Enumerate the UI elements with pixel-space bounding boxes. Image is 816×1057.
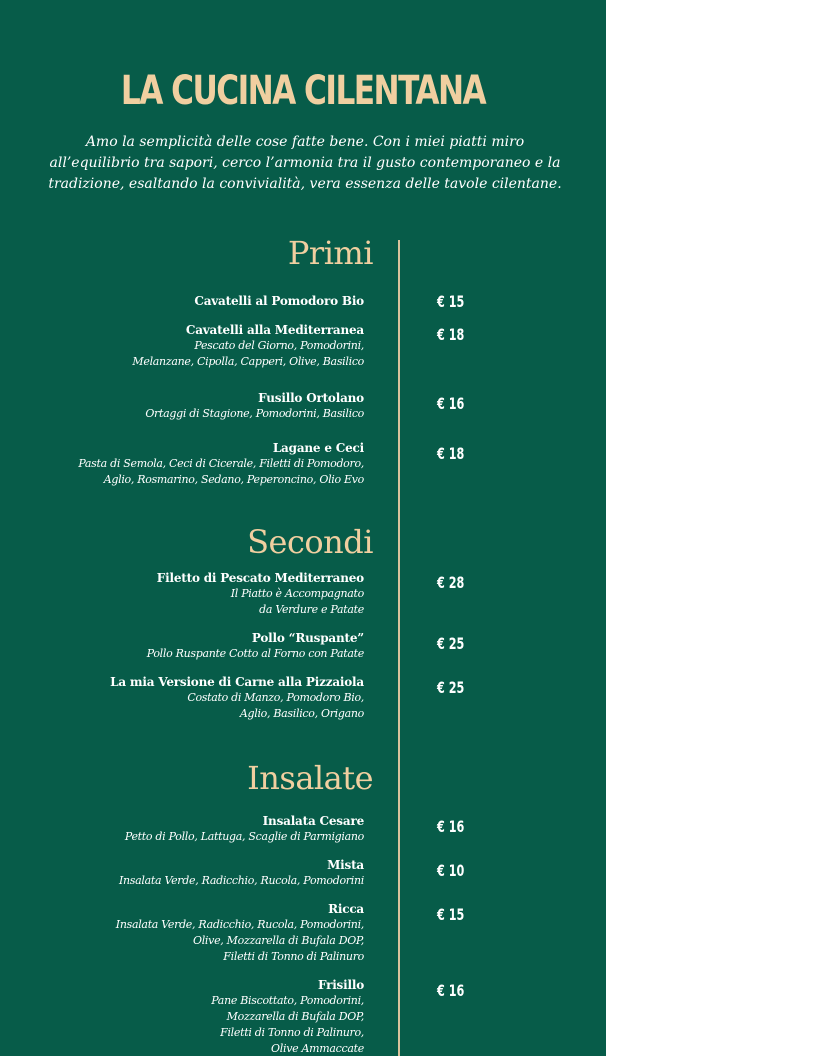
item-name: Frisillo <box>317 978 364 992</box>
item-description: Insalata Verde, Radicchio, Rucola, Pomodorini, Olive, Mozzarella di Bufala DOP, Filetti di Tonno di Palinuro <box>115 918 364 963</box>
menu-item <box>44 293 364 309</box>
menu-item <box>44 813 364 845</box>
item-description: Petto di Pollo, Lattuga, Scaglie di Parmigiano <box>124 830 364 843</box>
item-name: Filetto di Pescato Mediterraneo <box>156 571 364 585</box>
intro-text: Amo la semplicità delle cose fatte bene. Con i miei piatti miro all’equilibrio tra sapori, cerco l’armonia tra il gusto contemporaneo e la tradizione, esaltando la convivialità, vera essenza delle tavole cilentane. <box>48 134 562 192</box>
item-price: € 15 <box>437 292 465 311</box>
item-price: € 16 <box>437 817 465 836</box>
section-title-secondi: Secondi <box>247 523 373 561</box>
section-title-primi: Primi <box>287 234 373 272</box>
item-price: € 25 <box>437 678 465 697</box>
item-name: Mista <box>327 858 364 872</box>
item-name: La mia Versione di Carne alla Pizzaiola <box>110 675 364 689</box>
column-divider <box>398 240 400 1056</box>
item-price: € 18 <box>437 325 465 344</box>
item-price: € 28 <box>437 573 465 592</box>
menu-item <box>44 901 364 965</box>
item-name: Cavatelli al Pomodoro Bio <box>194 294 364 308</box>
item-description: Pescato del Giorno, Pomodorini, Melanzane, Cipolla, Capperi, Olive, Basilico <box>132 339 364 368</box>
menu-item <box>44 977 364 1057</box>
item-description: Pollo Ruspante Cotto al Forno con Patate <box>146 647 364 660</box>
item-name: Pollo “Ruspante” <box>251 631 364 645</box>
menu-item <box>44 322 364 370</box>
menu-item <box>44 857 364 889</box>
menu-item <box>44 630 364 662</box>
item-description: Pasta di Semola, Ceci di Cicerale, Filetti di Pomodoro, Aglio, Rosmarino, Sedano, Peperoncino, Olio Evo <box>78 457 364 486</box>
item-name: Fusillo Ortolano <box>258 391 364 405</box>
item-price: € 16 <box>437 981 465 1000</box>
item-price: € 15 <box>437 905 465 924</box>
section-title-insalate: Insalate <box>247 759 373 797</box>
item-name: Ricca <box>328 902 364 916</box>
item-description: Insalata Verde, Radicchio, Rucola, Pomodorini <box>118 874 364 887</box>
item-price: € 10 <box>437 861 465 880</box>
menu-item <box>44 674 364 722</box>
menu-title: LA CUCINA CILENTANA <box>120 68 486 114</box>
item-name: Lagane e Ceci <box>272 441 364 455</box>
item-description: Il Piatto è Accompagnato da Verdure e Patate <box>230 587 364 616</box>
item-description: Costato di Manzo, Pomodoro Bio, Aglio, Basilico, Origano <box>187 691 364 720</box>
menu-item <box>44 440 364 488</box>
item-price: € 18 <box>437 444 465 463</box>
item-description: Pane Biscottato, Pomodorini, Mozzarella di Bufala DOP, Filetti di Tonno di Palinuro, Olive Ammaccate <box>211 994 364 1055</box>
item-description: Ortaggi di Stagione, Pomodorini, Basilico <box>145 407 364 420</box>
item-price: € 25 <box>437 634 465 653</box>
menu-item <box>44 570 364 618</box>
item-price: € 16 <box>437 394 465 413</box>
menu-item <box>44 390 364 422</box>
item-name: Insalata Cesare <box>262 814 364 828</box>
item-name: Cavatelli alla Mediterranea <box>185 323 364 337</box>
